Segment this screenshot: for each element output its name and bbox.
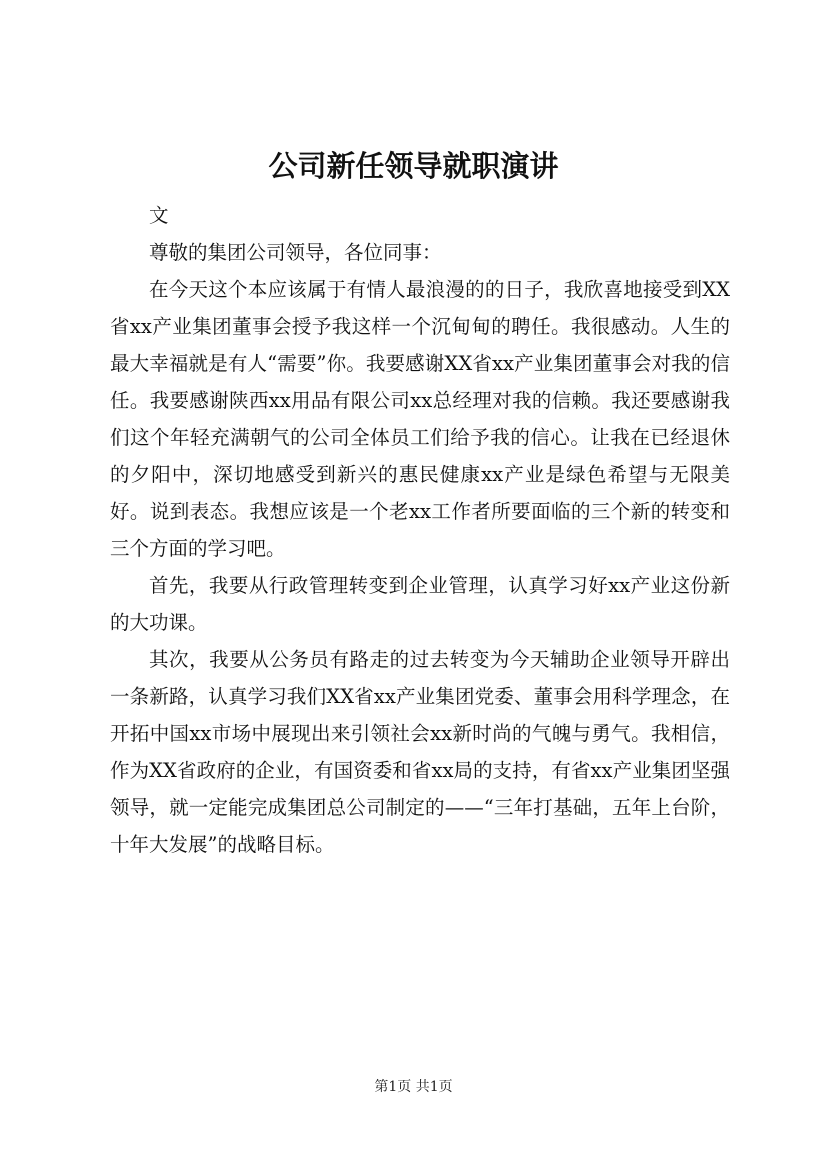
body-paragraph: 首先，我要从行政管理转变到企业管理，认真学习好xx产业这份新的大功课。 bbox=[110, 574, 730, 634]
byline: 文 bbox=[149, 204, 169, 227]
body-paragraph: 其次，我要从公务员有路走的过去转变为今天辅助企业领导开辟出一条新路，认真学习我们XX省xx产业集团党委、董事会用科学理念，在开拓中国xx市场中展现出来引领社会xx新时尚的气魄与勇气。我相信，作为XX省政府的企业，有国资委和省xx局的支持，有省xx产业集团坚强领导，就一定能完成集团总公司制定的——“三年打基础，五年上台阶，十年大发展”的战略目标。 bbox=[110, 648, 730, 856]
salutation-paragraph: 尊敬的集团公司领导，各位同事： bbox=[149, 241, 442, 264]
body-paragraph: 在今天这个本应该属于有情人最浪漫的的日子，我欣喜地接受到XX省xx产业集团董事会授予我这样一个沉甸甸的聘任。我很感动。人生的最大幸福就是有人“需要”你。我要感谢XX省xx产业集团董事会对我的信任。我要感谢陕西xx用品有限公司xx总经理对我的信赖。我还要感谢我们这个年轻充满朝气的公司全体员工们给予我的信心。让我在已经退休的夕阳中，深切地感受到新兴的惠民健康xx产业是绿色希望与无限美好。说到表态。我想应该是一个老xx工作者所要面临的三个新的转变和三个方面的学习吧。 bbox=[110, 278, 730, 560]
document-title: 公司新任领导就职演讲 bbox=[268, 149, 559, 183]
page-footer: 第1页 共1页 bbox=[374, 1079, 453, 1095]
document-body bbox=[110, 197, 730, 863]
